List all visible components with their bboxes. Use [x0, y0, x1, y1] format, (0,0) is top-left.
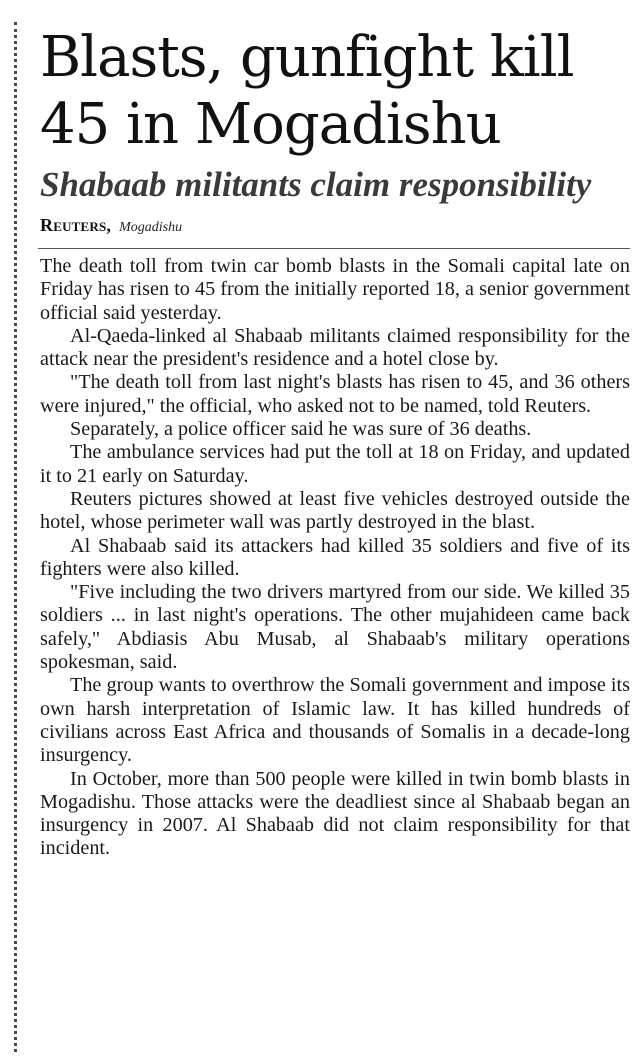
- news-article: [40, 0, 630, 861]
- paragraph-8: "Five including the two drivers martyred from our side. We killed 35 soldiers ... in last night's operations. The other mujahideen came back safely," Abdiasis Abu Musab, al Shabaab's military operations spokesman, said.: [40, 581, 630, 674]
- article-body: [40, 255, 630, 861]
- paragraph-9: The group wants to overthrow the Somali government and impose its own harsh interpretation of Islamic law. It has killed hundreds of civilians across East Africa and thousands of Somalis in a decade-long insurgency.: [40, 674, 630, 767]
- paragraph-3: "The death toll from last night's blasts has risen to 45, and 36 others were injured," the official, who asked not to be named, told Reuters.: [40, 371, 630, 417]
- paragraph-1: The death toll from twin car bomb blasts in the Somali capital late on Friday has risen to 45 from the initially reported 18, a senior government official said yesterday.: [40, 255, 630, 324]
- paragraph-10: In October, more than 500 people were killed in twin bomb blasts in Mogadishu. Those attacks were the deadliest since al Shabaab began an insurgency in 2007. Al Shabaab did not claim responsibility for that incident.: [40, 767, 630, 860]
- paragraph-7: Al Shabaab said its attackers had killed 35 soldiers and five of its fighters were also killed.: [40, 534, 630, 580]
- subheadline: Shabaab militants claim responsibility: [40, 165, 592, 204]
- byline-rule: [38, 248, 630, 249]
- byline-location: Mogadishu: [119, 220, 183, 235]
- paragraph-2: Al-Qaeda-linked al Shabaab militants claimed responsibility for the attack near the president's residence and a hotel close by.: [40, 324, 630, 371]
- byline-agency: Reuters,: [40, 215, 112, 235]
- paragraph-5: The ambulance services had put the toll at 18 on Friday, and updated it to 21 early on Saturday.: [40, 441, 630, 487]
- headline-line-1: Blasts, gunfight kill: [40, 25, 574, 90]
- byline: [40, 214, 630, 239]
- headline: [40, 0, 630, 158]
- paragraph-4: Separately, a police officer said he was sure of 36 deaths.: [70, 418, 532, 441]
- headline-line-2: 45 in Mogadishu: [40, 92, 501, 157]
- column-dotted-divider: [14, 22, 17, 1052]
- paragraph-6: Reuters pictures showed at least five vehicles destroyed outside the hotel, whose perimeter wall was partly destroyed in the blast.: [40, 487, 630, 534]
